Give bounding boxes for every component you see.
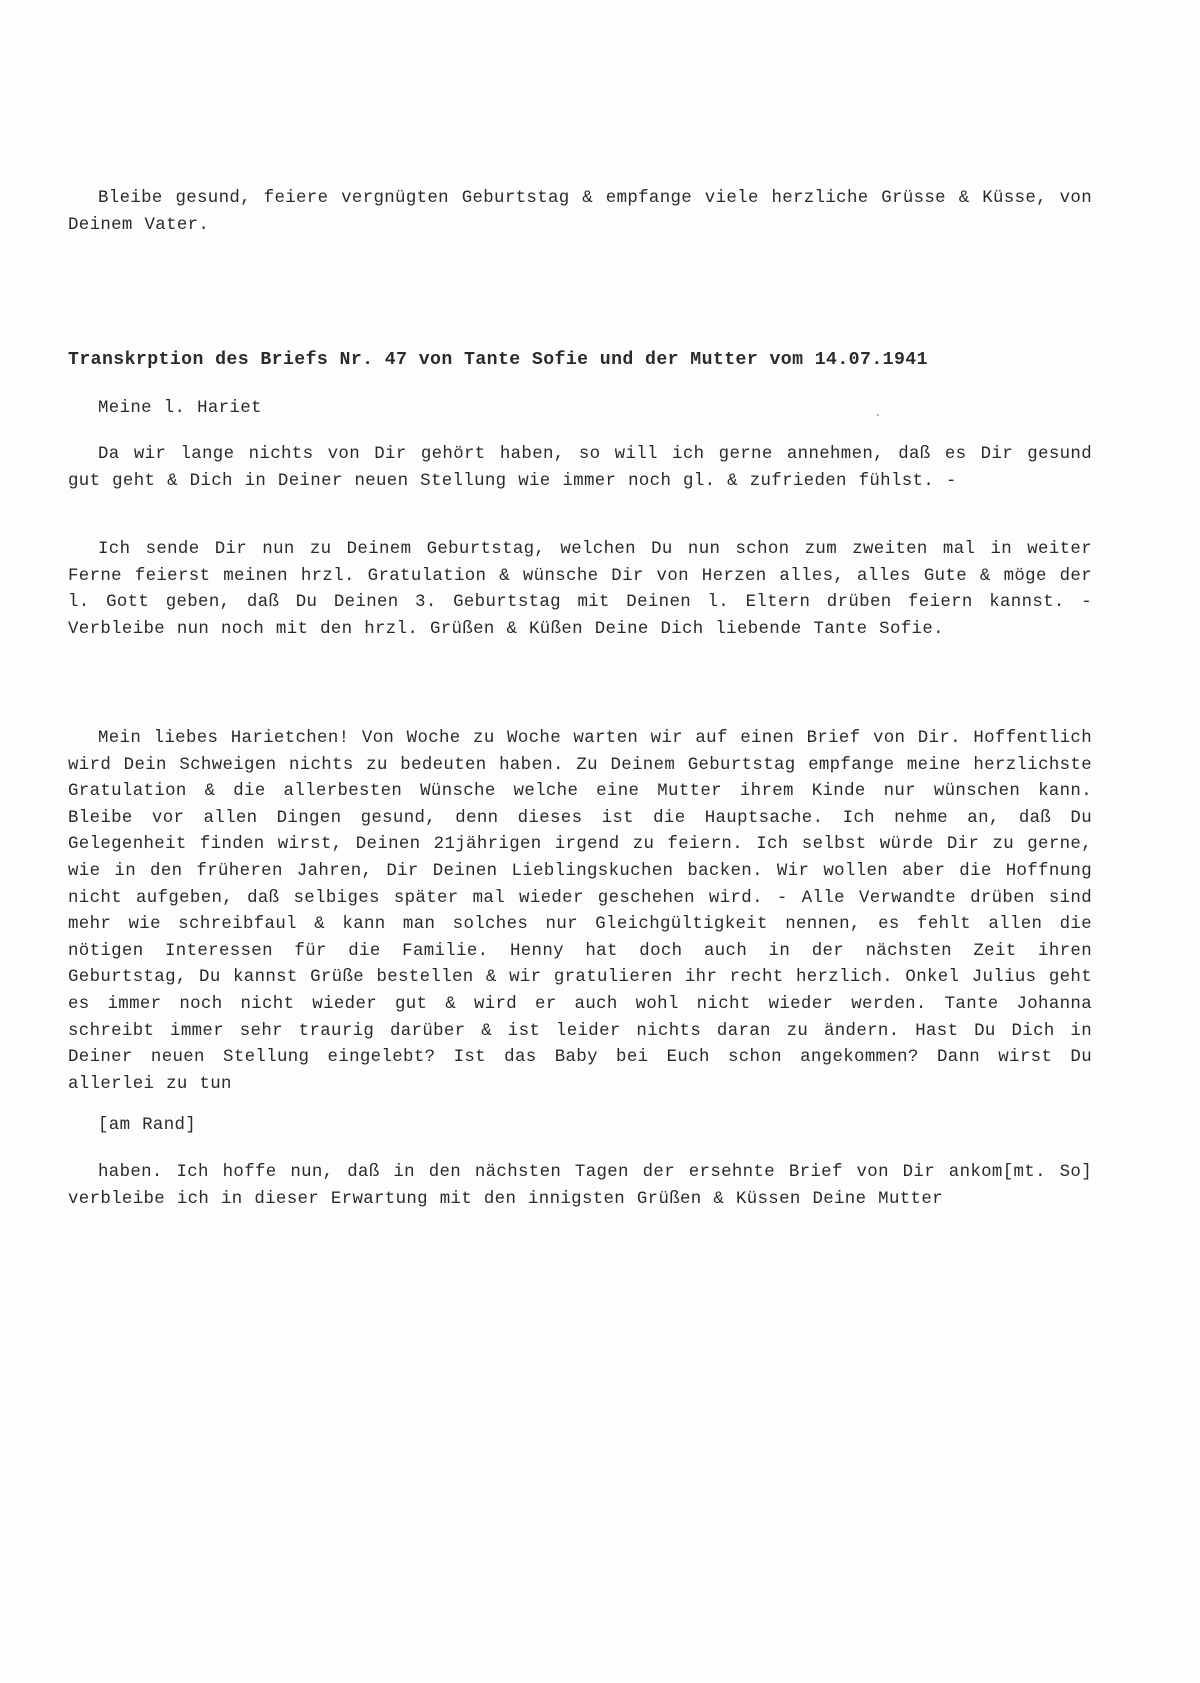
letter-mother-continuation	[68, 1160, 1092, 1213]
letter-sofie	[68, 396, 1092, 423]
letter-sofie-paragraph-2	[68, 537, 1092, 643]
paragraph: Mein liebes Harietchen! Von Woche zu Woche warten wir auf einen Brief von Dir. Hoffentlich wird Dein Schweigen nichts zu bedeuten haben. Zu Deinem Geburtstag empfange meine herzlichste Gratulation & die allerbesten Wünsche welche eine Mutter ihrem Kinde nur wünschen kann. Bleibe vor allen Dingen gesund, denn dieses ist die Hauptsache. Ich nehme an, daß Du Gelegenheit finden wirst, Deinen 21jährigen irgend zu feiern. Ich selbst würde Dir zu gerne, wie in den früheren Jahren, Dir Deinen Lieblingskuchen backen. Wir wollen aber die Hoffnung nicht aufgeben, daß selbiges später mal wieder geschehen wird. - Alle Verwandte drüben sind mehr wie schreibfaul & kann man solches nur Gleichgültigkeit nennen, es fehlt allen die nötigen Interessen für die Familie. Henny hat doch auch in der nächsten Zeit ihren Geburtstag, Du kannst Grüße bestellen & wir gratulieren ihr recht herzlich. Onkel Julius geht es immer noch nicht wieder gut & wird er auch wohl nicht wieder werden. Tante Johanna schreibt immer sehr traurig darüber & ist leider nichts daran zu ändern. Hast Du Dich in Deiner neuen Stellung eingelebt? Ist das Baby bei Euch schon angekommen? Dann wirst Du allerlei zu tun	[68, 729, 1092, 1094]
paragraph: Da wir lange nichts von Dir gehört haben, so will ich gerne annehmen, daß es Dir gesund gut geht & Dich in Deiner neuen Stellung wie immer noch gl. & zufrieden fühlst. -	[68, 445, 1092, 491]
margin-note-block	[68, 1113, 1092, 1140]
margin-note: [am Rand]	[98, 1116, 197, 1135]
closing-paragraph: Bleibe gesund, feiere vergnügten Geburtstag & empfange viele herzliche Grüsse & Küsse, von Deinem Vater.	[68, 189, 1092, 235]
continuation-paragraph: haben. Ich hoffe nun, daß in den nächsten Tagen der ersehnte Brief von Dir ankom[mt. So] verbleibe ich in dieser Erwartung mit den innigsten Grüßen & Küssen Deine Mutter	[68, 1163, 1092, 1209]
transcription-heading: Transkrption des Briefs Nr. 47 von Tante Sofie und der Mutter vom 14.07.1941	[68, 350, 928, 370]
letter-mother	[68, 726, 1092, 1098]
letter-sofie-paragraph-1	[68, 442, 1092, 495]
closing-previous-letter	[68, 186, 1092, 239]
paragraph: Ich sende Dir nun zu Deinem Geburtstag, welchen Du nun schon zum zweiten mal in weiter Ferne feierst meinen hrzl. Gratulation & wünsche Dir von Herzen alles, alles Gute & möge der l. Gott geben, daß Du Deinen 3. Geburtstag mit Deinen l. Eltern drüben feiern kannst. - Verbleibe nun noch mit den hrzl. Grüßen & Küßen Deine Dich liebende Tante Sofie.	[68, 540, 1092, 639]
salutation: Meine l. Hariet	[98, 399, 262, 418]
